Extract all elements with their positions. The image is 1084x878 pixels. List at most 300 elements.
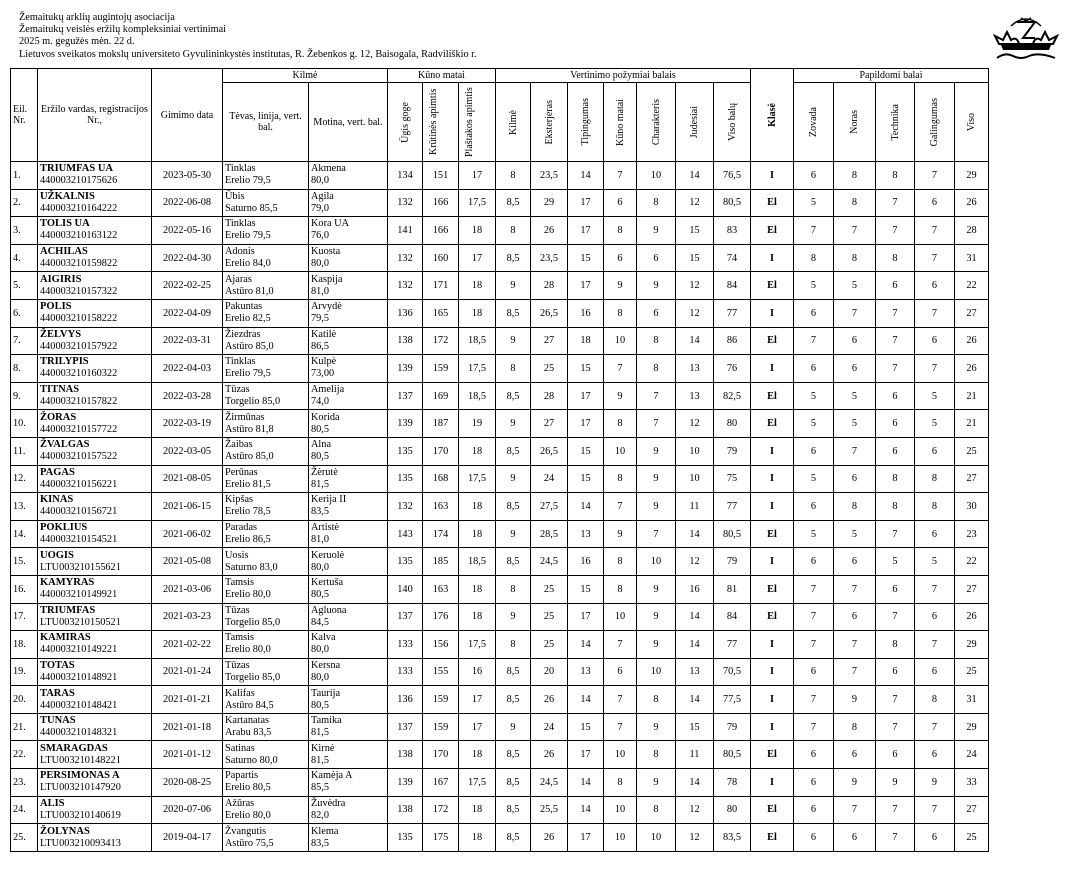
father-name: Tūzas [225, 659, 250, 671]
father-name: Paradas [225, 522, 258, 534]
father-name: Ajaras [225, 273, 252, 285]
extra-n: 8 [834, 189, 876, 217]
extra-g: 7 [915, 631, 955, 659]
mother-score: 73,00 [311, 368, 335, 380]
extra-v: 24 [955, 741, 989, 769]
table-row [11, 437, 989, 465]
extra-v: 25 [955, 658, 989, 686]
value-k: 8,5 [496, 769, 531, 797]
row-nr: 8. [11, 355, 38, 383]
registration-number: 440003210157722 [40, 423, 118, 435]
value-k: 8,5 [496, 741, 531, 769]
value-k: 8,5 [496, 493, 531, 521]
value-vb: 77 [714, 493, 751, 521]
col-birth: Gimimo data [152, 69, 223, 162]
stallion-cell [38, 189, 152, 217]
table-row [11, 769, 989, 797]
birth-date: 2021-03-23 [152, 603, 223, 631]
value-j: 15 [676, 217, 714, 245]
father-line: Erelio 79,5 [225, 230, 271, 242]
row-nr: 10. [11, 410, 38, 438]
mother-cell [309, 603, 388, 631]
value-pa: 18 [459, 603, 496, 631]
extra-g: 8 [915, 686, 955, 714]
value-pa: 17,5 [459, 465, 496, 493]
class-value: El [751, 327, 794, 355]
value-j: 12 [676, 410, 714, 438]
mother-cell [309, 493, 388, 521]
value-pa: 18 [459, 575, 496, 603]
father-line: Saturno 83,0 [225, 561, 278, 573]
extra-n: 7 [834, 575, 876, 603]
extra-z: 8 [794, 244, 834, 272]
class-value: I [751, 244, 794, 272]
stallion-name: ŽOLYNAS [40, 825, 90, 837]
stallion-cell [38, 355, 152, 383]
row-nr: 17. [11, 603, 38, 631]
value-j: 14 [676, 520, 714, 548]
value-km: 6 [604, 244, 637, 272]
value-vb: 80,5 [714, 189, 751, 217]
table-row [11, 658, 989, 686]
father-cell [223, 437, 309, 465]
table-row [11, 244, 989, 272]
value-vb: 77,5 [714, 686, 751, 714]
extra-n: 7 [834, 658, 876, 686]
table-row [11, 162, 989, 190]
value-e: 27 [531, 327, 568, 355]
value-c: 7 [637, 382, 676, 410]
class-value: I [751, 465, 794, 493]
mother-name: Arvydė [311, 301, 342, 313]
class-value: I [751, 299, 794, 327]
father-cell [223, 162, 309, 190]
extra-v: 28 [955, 217, 989, 245]
value-h: 137 [388, 382, 423, 410]
row-nr: 21. [11, 713, 38, 741]
value-k: 8 [496, 355, 531, 383]
stallion-cell [38, 244, 152, 272]
mother-cell [309, 631, 388, 659]
mother-name: Agluona [311, 604, 347, 616]
father-name: Adonis [225, 246, 255, 258]
value-pa: 18 [459, 299, 496, 327]
value-vb: 70,5 [714, 658, 751, 686]
extra-te: 8 [876, 244, 915, 272]
mother-cell [309, 465, 388, 493]
row-nr: 22. [11, 741, 38, 769]
extra-z: 5 [794, 189, 834, 217]
extra-n: 8 [834, 244, 876, 272]
value-ch: 156 [423, 631, 459, 659]
birth-date: 2022-06-08 [152, 189, 223, 217]
value-t: 15 [568, 355, 604, 383]
value-e: 26,5 [531, 437, 568, 465]
value-t: 14 [568, 686, 604, 714]
extra-te: 7 [876, 327, 915, 355]
value-j: 11 [676, 493, 714, 521]
stallion-cell [38, 272, 152, 300]
father-line: Erelio 80,0 [225, 644, 271, 656]
value-pa: 17 [459, 713, 496, 741]
value-ch: 167 [423, 769, 459, 797]
birth-date: 2022-02-25 [152, 272, 223, 300]
mother-score: 80,0 [311, 258, 330, 270]
value-c: 10 [637, 548, 676, 576]
value-k: 8 [496, 217, 531, 245]
mother-score: 81,0 [311, 285, 330, 297]
mother-cell [309, 299, 388, 327]
value-c: 9 [637, 631, 676, 659]
value-k: 8,5 [496, 189, 531, 217]
value-j: 10 [676, 465, 714, 493]
value-j: 14 [676, 769, 714, 797]
father-name: Žiezdras [225, 328, 261, 340]
value-j: 12 [676, 272, 714, 300]
value-h: 135 [388, 548, 423, 576]
extra-te: 7 [876, 189, 915, 217]
stallion-name: TOTAS [40, 659, 75, 671]
class-value: El [751, 741, 794, 769]
father-cell [223, 796, 309, 824]
extra-n: 5 [834, 410, 876, 438]
value-k: 8 [496, 162, 531, 190]
mother-name: Katilė [311, 328, 337, 340]
father-line: Erelio 80,5 [225, 782, 271, 794]
registration-number: 440003210175626 [40, 175, 118, 187]
value-c: 9 [637, 769, 676, 797]
stallion-cell [38, 796, 152, 824]
extra-te: 7 [876, 217, 915, 245]
value-pa: 18 [459, 741, 496, 769]
value-e: 25 [531, 575, 568, 603]
father-name: Tūzas [225, 604, 250, 616]
value-e: 24 [531, 465, 568, 493]
mother-cell [309, 189, 388, 217]
class-value: El [751, 410, 794, 438]
birth-date: 2022-03-05 [152, 437, 223, 465]
col-total: Viso balų [714, 83, 751, 162]
extra-v: 21 [955, 382, 989, 410]
father-name: Ūbis [225, 190, 245, 202]
value-c: 8 [637, 741, 676, 769]
mother-cell [309, 548, 388, 576]
mother-name: Alna [311, 439, 332, 451]
extra-v: 25 [955, 437, 989, 465]
extra-z: 6 [794, 548, 834, 576]
father-cell [223, 465, 309, 493]
value-ch: 165 [423, 299, 459, 327]
value-c: 9 [637, 465, 676, 493]
value-c: 8 [637, 355, 676, 383]
stallion-cell [38, 327, 152, 355]
mother-name: Amelija [311, 384, 345, 396]
mother-name: Akmena [311, 163, 346, 175]
value-t: 15 [568, 244, 604, 272]
stallion-name: POKLIUS [40, 522, 88, 534]
extra-g: 6 [915, 520, 955, 548]
stallion-cell [38, 713, 152, 741]
extra-v: 27 [955, 299, 989, 327]
mother-name: Keruolė [311, 549, 345, 561]
extra-n: 7 [834, 437, 876, 465]
extra-g: 8 [915, 493, 955, 521]
value-h: 133 [388, 658, 423, 686]
extra-v: 21 [955, 410, 989, 438]
extra-te: 8 [876, 493, 915, 521]
table-row [11, 189, 989, 217]
stallion-name: TRIUMFAS UA [40, 163, 114, 175]
stallion-name: TITNAS [40, 384, 80, 396]
value-e: 25,5 [531, 796, 568, 824]
father-line: Erelio 84,0 [225, 258, 271, 270]
extra-g: 5 [915, 548, 955, 576]
value-ch: 151 [423, 162, 459, 190]
stallion-name: TOLIS UA [40, 218, 90, 230]
birth-date: 2022-03-19 [152, 410, 223, 438]
extra-g: 6 [915, 189, 955, 217]
stallion-name: POLIS [40, 301, 72, 313]
extra-g: 6 [915, 658, 955, 686]
value-vb: 80,5 [714, 741, 751, 769]
registration-number: 440003210159822 [40, 258, 118, 270]
value-t: 14 [568, 631, 604, 659]
value-h: 138 [388, 327, 423, 355]
value-h: 139 [388, 355, 423, 383]
extra-z: 5 [794, 520, 834, 548]
stallion-cell [38, 217, 152, 245]
extra-n: 8 [834, 713, 876, 741]
class-value: El [751, 272, 794, 300]
value-j: 12 [676, 824, 714, 852]
value-e: 24,5 [531, 548, 568, 576]
stallion-cell [38, 410, 152, 438]
value-h: 137 [388, 713, 423, 741]
value-ch: 170 [423, 437, 459, 465]
value-t: 17 [568, 217, 604, 245]
col-pastern: Plaštakos apimtis [459, 83, 496, 162]
class-value: El [751, 575, 794, 603]
mother-score: 80,0 [311, 175, 330, 187]
value-e: 25 [531, 631, 568, 659]
value-t: 17 [568, 410, 604, 438]
birth-date: 2022-03-28 [152, 382, 223, 410]
col-character: Charakteris [637, 83, 676, 162]
extra-v: 27 [955, 465, 989, 493]
group-extra: Papildomi balai [794, 69, 989, 83]
value-ch: 160 [423, 244, 459, 272]
value-ch: 155 [423, 658, 459, 686]
value-h: 137 [388, 603, 423, 631]
value-h: 132 [388, 189, 423, 217]
value-h: 135 [388, 465, 423, 493]
extra-n: 8 [834, 162, 876, 190]
mother-score: 83,5 [311, 837, 330, 849]
stallion-cell [38, 548, 152, 576]
extra-te: 7 [876, 520, 915, 548]
registration-number: 440003210157522 [40, 451, 118, 463]
mother-cell [309, 410, 388, 438]
father-cell [223, 382, 309, 410]
value-c: 6 [637, 299, 676, 327]
value-c: 9 [637, 272, 676, 300]
value-pa: 18 [459, 493, 496, 521]
value-e: 24,5 [531, 769, 568, 797]
extra-g: 6 [915, 272, 955, 300]
extra-te: 6 [876, 437, 915, 465]
birth-date: 2021-03-06 [152, 575, 223, 603]
value-vb: 78 [714, 769, 751, 797]
mother-score: 81,5 [311, 727, 330, 739]
extra-z: 6 [794, 658, 834, 686]
birth-date: 2022-04-03 [152, 355, 223, 383]
institution-address: Lietuvos sveikatos mokslų universiteto Gyvulininkystės institutas, R. Žebenkos g. 12, Baisogala, Radviliškio r. [19, 48, 477, 60]
table-row [11, 410, 989, 438]
extra-te: 7 [876, 299, 915, 327]
mother-cell [309, 327, 388, 355]
value-vb: 79 [714, 548, 751, 576]
father-line: Astūro 75,5 [225, 837, 274, 849]
value-k: 9 [496, 603, 531, 631]
mother-score: 74,0 [311, 396, 330, 408]
father-line: Astūro 85,0 [225, 451, 274, 463]
father-name: Žvangutis [225, 825, 267, 837]
father-line: Erelio 86,5 [225, 534, 271, 546]
value-vb: 77 [714, 631, 751, 659]
birth-date: 2021-01-18 [152, 713, 223, 741]
value-k: 8,5 [496, 658, 531, 686]
extra-v: 23 [955, 520, 989, 548]
stallion-cell [38, 520, 152, 548]
father-cell [223, 769, 309, 797]
extra-z: 7 [794, 713, 834, 741]
value-h: 143 [388, 520, 423, 548]
father-cell [223, 713, 309, 741]
value-km: 8 [604, 769, 637, 797]
value-km: 9 [604, 272, 637, 300]
value-t: 18 [568, 327, 604, 355]
extra-te: 6 [876, 741, 915, 769]
father-cell [223, 658, 309, 686]
stallion-cell [38, 437, 152, 465]
class-value: El [751, 217, 794, 245]
table-row [11, 465, 989, 493]
extra-n: 7 [834, 796, 876, 824]
stallion-cell [38, 162, 152, 190]
value-ch: 185 [423, 548, 459, 576]
birth-date: 2021-02-22 [152, 631, 223, 659]
value-c: 8 [637, 796, 676, 824]
value-ch: 168 [423, 465, 459, 493]
extra-te: 7 [876, 824, 915, 852]
value-km: 8 [604, 410, 637, 438]
value-ch: 163 [423, 493, 459, 521]
value-k: 8 [496, 631, 531, 659]
value-c: 9 [637, 493, 676, 521]
value-vb: 86 [714, 327, 751, 355]
father-line: Torgelio 85,0 [225, 671, 281, 683]
value-t: 15 [568, 465, 604, 493]
father-cell [223, 741, 309, 769]
extra-g: 8 [915, 465, 955, 493]
extra-g: 7 [915, 713, 955, 741]
mother-score: 80,5 [311, 589, 330, 601]
extra-z: 6 [794, 355, 834, 383]
value-ch: 166 [423, 189, 459, 217]
value-ch: 176 [423, 603, 459, 631]
father-name: Perūnas [225, 466, 258, 478]
value-km: 8 [604, 575, 637, 603]
extra-n: 7 [834, 299, 876, 327]
value-t: 13 [568, 658, 604, 686]
stallion-name: ACHILAS [40, 246, 88, 258]
row-nr: 23. [11, 769, 38, 797]
value-e: 27,5 [531, 493, 568, 521]
father-line: Torgelio 85,0 [225, 616, 281, 628]
extra-n: 6 [834, 603, 876, 631]
extra-g: 6 [915, 741, 955, 769]
extra-v: 22 [955, 548, 989, 576]
father-cell [223, 493, 309, 521]
extra-te: 7 [876, 686, 915, 714]
extra-g: 7 [915, 796, 955, 824]
value-t: 17 [568, 603, 604, 631]
extra-te: 7 [876, 713, 915, 741]
extra-v: 27 [955, 575, 989, 603]
value-c: 8 [637, 189, 676, 217]
value-j: 12 [676, 548, 714, 576]
mother-score: 86,5 [311, 340, 330, 352]
value-t: 15 [568, 713, 604, 741]
class-value: I [751, 548, 794, 576]
father-name: Kipšas [225, 494, 254, 506]
mother-name: Kirnė [311, 742, 335, 754]
col-typing: Tipingumas [568, 83, 604, 162]
value-k: 8,5 [496, 244, 531, 272]
value-km: 10 [604, 437, 637, 465]
mother-cell [309, 796, 388, 824]
extra-g: 7 [915, 299, 955, 327]
value-km: 8 [604, 217, 637, 245]
extra-n: 6 [834, 548, 876, 576]
father-cell [223, 189, 309, 217]
value-j: 13 [676, 355, 714, 383]
value-e: 26 [531, 217, 568, 245]
extra-n: 6 [834, 741, 876, 769]
table-row [11, 382, 989, 410]
stallion-name: ŽVALGAS [40, 439, 90, 451]
value-pa: 18 [459, 272, 496, 300]
class-value: El [751, 796, 794, 824]
value-k: 8,5 [496, 796, 531, 824]
father-cell [223, 548, 309, 576]
extra-z: 6 [794, 769, 834, 797]
group-evaluation: Vertinimo požymiai balais [496, 69, 751, 83]
registration-number: LTU003210147920 [40, 782, 121, 794]
value-vb: 80 [714, 410, 751, 438]
mother-score: 80,5 [311, 451, 330, 463]
value-e: 28 [531, 272, 568, 300]
extra-z: 7 [794, 603, 834, 631]
value-h: 139 [388, 410, 423, 438]
father-name: Tamsis [225, 577, 255, 589]
value-pa: 17 [459, 162, 496, 190]
mother-name: Kalva [311, 632, 336, 644]
value-k: 9 [496, 272, 531, 300]
registration-number: 440003210163122 [40, 230, 118, 242]
table-row [11, 575, 989, 603]
birth-date: 2021-01-12 [152, 741, 223, 769]
